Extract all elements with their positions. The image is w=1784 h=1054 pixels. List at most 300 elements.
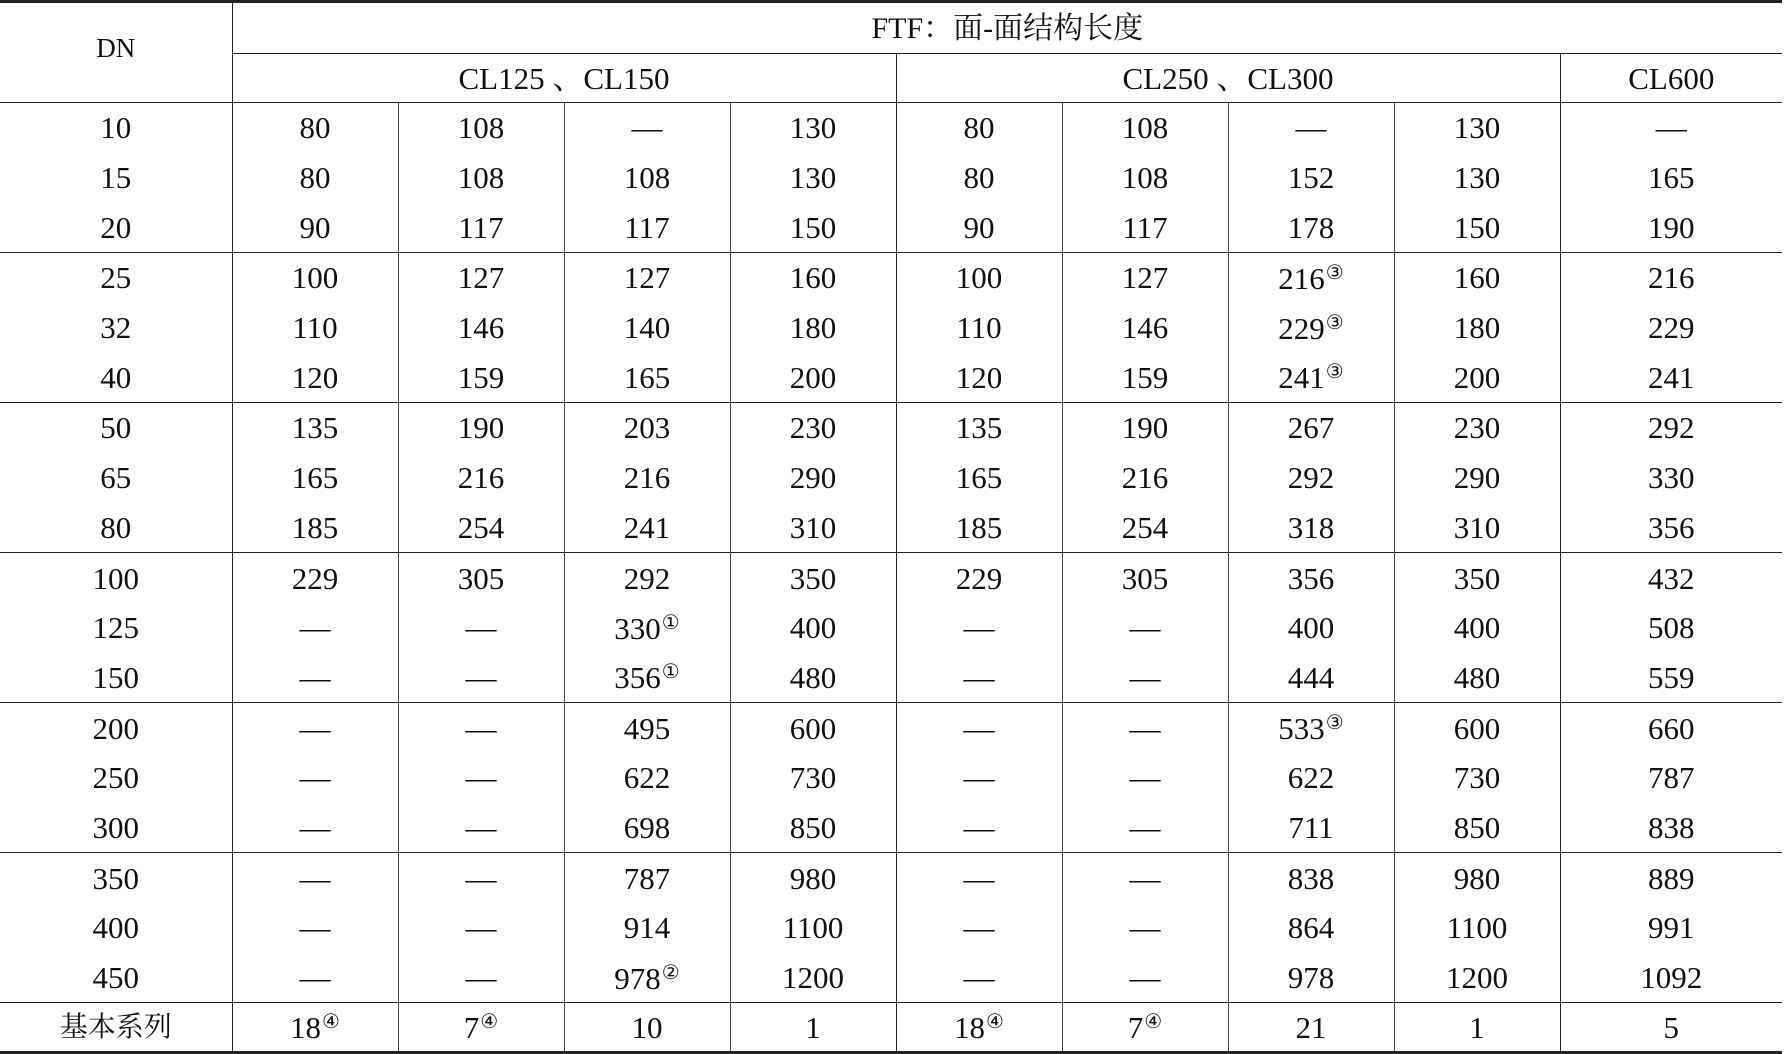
table-cell	[1062, 903, 1228, 953]
cell-value: 216	[457, 460, 505, 496]
cell-value: —	[299, 960, 331, 996]
table-cell	[1394, 703, 1560, 753]
table-row	[0, 153, 1782, 203]
table-cell	[896, 352, 1062, 402]
table-cell	[730, 503, 896, 553]
cell-value: 914	[623, 910, 671, 946]
table-cell	[1228, 553, 1394, 603]
cell-value: 1200	[782, 960, 844, 996]
cell-value: 90	[299, 209, 331, 245]
cell-value: 254	[457, 509, 505, 545]
table-cell	[398, 703, 564, 753]
cell-value: 1	[1469, 1009, 1485, 1045]
cell-value: 10	[631, 1009, 663, 1045]
table-cell	[398, 303, 564, 353]
cell-value: 110	[956, 310, 1002, 346]
table-cell	[896, 953, 1062, 1003]
table-cell	[1394, 403, 1560, 453]
table-cell	[730, 753, 896, 803]
cell-value: 1092	[1640, 960, 1703, 996]
cell-value: —	[299, 910, 331, 946]
table-cell	[398, 103, 564, 153]
cell-value: —	[631, 110, 663, 146]
table-cell	[564, 703, 730, 753]
table-row	[0, 352, 1782, 402]
dn-header-label: DN	[96, 33, 136, 63]
cell-value: —	[465, 610, 497, 646]
table-cell	[730, 303, 896, 353]
table-cell	[1062, 303, 1228, 353]
table-cell	[232, 153, 398, 203]
table-cell	[398, 403, 564, 453]
table-cell	[730, 153, 896, 203]
table-cell	[896, 803, 1062, 853]
cell-value: 241	[1278, 360, 1325, 396]
table-cell	[1228, 853, 1394, 903]
cell-value: 730	[1453, 760, 1501, 796]
table-cell	[1560, 653, 1782, 703]
cell-value: 1100	[782, 910, 844, 946]
cell-value: —	[963, 910, 995, 946]
cell-value: —	[299, 710, 331, 746]
cell-value: 267	[1287, 410, 1335, 446]
table-cell	[1394, 253, 1560, 303]
table-cell	[564, 853, 730, 903]
cell-value: —	[299, 760, 331, 796]
cell-value: 120	[291, 359, 339, 395]
table-cell	[730, 853, 896, 903]
cell-value: 229	[291, 560, 339, 596]
cell-value: 1100	[1446, 910, 1508, 946]
dn-cell: 100	[0, 553, 232, 603]
table-cell	[1062, 653, 1228, 703]
cell-value: 310	[1453, 509, 1501, 545]
table-cell	[1560, 603, 1782, 653]
table-cell	[730, 653, 896, 703]
table-cell	[398, 903, 564, 953]
table-cell	[564, 103, 730, 153]
cell-value: 350	[1453, 560, 1501, 596]
cell-value: 356	[1648, 509, 1695, 545]
cell-value: —	[465, 910, 497, 946]
table-cell	[232, 303, 398, 353]
table-cell	[1394, 653, 1560, 703]
header-row-1	[0, 2, 1782, 54]
cell-value: 787	[1648, 760, 1695, 796]
table-cell	[1062, 953, 1228, 1003]
table-cell	[1394, 202, 1560, 252]
table-cell	[564, 453, 730, 503]
table-cell	[232, 103, 398, 153]
dn-cell: 20	[0, 202, 232, 252]
table-cell	[398, 753, 564, 803]
cell-value: 980	[789, 860, 837, 896]
cell-value: 350	[789, 560, 837, 596]
cell-value: 216	[1278, 260, 1325, 296]
cell-value: 305	[457, 560, 505, 596]
cell-value: 117	[624, 209, 670, 245]
table-cell	[1228, 202, 1394, 252]
table-cell	[232, 603, 398, 653]
table-cell	[564, 753, 730, 803]
table-cell	[232, 453, 398, 503]
cell-value: 165	[291, 460, 339, 496]
cell-value: 18	[954, 1010, 986, 1046]
table-row	[0, 653, 1782, 703]
dn-cell: 400	[0, 903, 232, 953]
table-cell	[398, 803, 564, 853]
table-cell	[232, 352, 398, 402]
table-cell	[730, 903, 896, 953]
cell-value: 216	[1121, 460, 1169, 496]
table-cell	[1394, 553, 1560, 603]
table-cell	[896, 202, 1062, 252]
table-row	[0, 453, 1782, 503]
table-cell	[1394, 603, 1560, 653]
table-cell	[564, 953, 730, 1003]
cell-value: —	[963, 710, 995, 746]
table-cell	[1560, 753, 1782, 803]
table-cell	[1228, 953, 1394, 1003]
table-cell	[1228, 453, 1394, 503]
cell-value: —	[963, 659, 995, 695]
cell-value: 80	[963, 160, 995, 196]
table-cell	[564, 153, 730, 203]
cell-value: 622	[1287, 760, 1335, 796]
cell-value: 7	[1127, 1010, 1144, 1046]
table-cell	[564, 603, 730, 653]
table-cell	[232, 803, 398, 853]
dn-cell: 32	[0, 303, 232, 353]
table-cell	[1228, 153, 1394, 203]
table-body	[0, 103, 1782, 1053]
table-cell	[896, 303, 1062, 353]
dn-cell: 80	[0, 503, 232, 553]
table-cell	[1062, 553, 1228, 603]
cell-value: 203	[623, 410, 671, 446]
table-row	[0, 503, 1782, 553]
cell-value: 165	[1648, 160, 1695, 196]
table-row	[0, 703, 1782, 753]
table-cell	[232, 953, 398, 1003]
table-row	[0, 803, 1782, 853]
table-cell	[232, 403, 398, 453]
table-cell	[1560, 853, 1782, 903]
footnote-marker: ①	[661, 659, 680, 684]
cell-value: 108	[623, 160, 671, 196]
cell-value: 698	[623, 809, 671, 845]
table-cell	[1228, 903, 1394, 953]
class-group-header-cl125-cl150: CL125 、CL150	[232, 54, 896, 103]
cell-value: 864	[1287, 910, 1335, 946]
table-cell	[398, 453, 564, 503]
table-cell	[1062, 202, 1228, 252]
footnote-marker: ③	[1325, 710, 1344, 735]
cell-value: —	[1129, 710, 1161, 746]
cell-value: 150	[789, 209, 837, 245]
table-cell	[1560, 1003, 1782, 1053]
dn-cell: 250	[0, 753, 232, 803]
cell-value: 356	[614, 660, 661, 696]
table-cell	[564, 503, 730, 553]
table-cell	[896, 403, 1062, 453]
table-cell	[1560, 202, 1782, 252]
table-cell	[1228, 653, 1394, 703]
table-cell	[564, 653, 730, 703]
cell-value: 159	[1121, 359, 1169, 395]
cell-value: 991	[1648, 910, 1695, 946]
table-row	[0, 553, 1782, 603]
table-cell	[1062, 153, 1228, 203]
table-cell	[896, 603, 1062, 653]
cell-value: 400	[1287, 610, 1335, 646]
table-row	[0, 103, 1782, 153]
cell-value: 130	[789, 110, 837, 146]
table-cell	[232, 753, 398, 803]
table-cell	[1394, 853, 1560, 903]
cell-value: 108	[1121, 110, 1169, 146]
table-cell	[564, 303, 730, 353]
dn-column-header	[0, 2, 232, 103]
table-cell	[896, 903, 1062, 953]
dn-cell: 10	[0, 103, 232, 153]
cell-value: 160	[789, 260, 837, 296]
table-row	[0, 202, 1782, 252]
cell-value: —	[1129, 960, 1161, 996]
table-row	[0, 903, 1782, 953]
table-cell	[1228, 253, 1394, 303]
cell-value: 216	[623, 460, 671, 496]
table-cell	[1394, 503, 1560, 553]
cell-value: 159	[457, 359, 505, 395]
cell-value: 241	[623, 509, 671, 545]
dn-cell: 350	[0, 853, 232, 903]
cell-value: 120	[955, 359, 1003, 395]
cell-value: 160	[1453, 260, 1501, 296]
table-cell	[1062, 352, 1228, 402]
table-cell	[398, 953, 564, 1003]
cell-value: 889	[1648, 860, 1695, 896]
table-cell	[1062, 603, 1228, 653]
table-row	[0, 953, 1782, 1003]
table-cell	[564, 553, 730, 603]
cell-value: 850	[789, 809, 837, 845]
table-cell	[1560, 453, 1782, 503]
cell-value: 254	[1121, 509, 1169, 545]
cell-value: 165	[955, 460, 1003, 496]
cell-value: 110	[292, 310, 338, 346]
cell-value: 787	[623, 860, 671, 896]
table-cell	[1560, 253, 1782, 303]
cell-value: —	[1655, 110, 1687, 146]
table-cell	[232, 1003, 398, 1053]
table-cell	[730, 953, 896, 1003]
table-cell	[1062, 803, 1228, 853]
cell-value: 318	[1287, 509, 1335, 545]
cell-value: 330	[1648, 460, 1695, 496]
table-header	[0, 2, 1782, 103]
footnote-marker: ②	[661, 959, 680, 984]
cell-value: 127	[623, 260, 671, 296]
table-cell	[232, 853, 398, 903]
table-cell	[232, 202, 398, 252]
cell-value: 130	[1453, 110, 1501, 146]
cell-value: 850	[1453, 809, 1501, 845]
table-cell	[1560, 703, 1782, 753]
footnote-marker: ③	[1325, 259, 1344, 284]
table-cell	[730, 453, 896, 503]
table-cell	[1228, 703, 1394, 753]
cell-value: 135	[291, 410, 339, 446]
class-group-header-cl250-cl300: CL250 、CL300	[896, 54, 1560, 103]
cell-value: —	[465, 809, 497, 845]
cell-value: 7	[463, 1010, 480, 1046]
cell-value: 127	[1121, 260, 1169, 296]
footnote-marker: ③	[1325, 309, 1344, 334]
dn-cell: 125	[0, 603, 232, 653]
table-cell	[1394, 903, 1560, 953]
cell-value: 80	[963, 110, 995, 146]
table-cell	[1394, 953, 1560, 1003]
cell-value: —	[963, 809, 995, 845]
cell-value: 117	[1122, 209, 1168, 245]
dn-cell: 15	[0, 153, 232, 203]
table-cell	[398, 153, 564, 203]
table-cell	[1228, 753, 1394, 803]
ftf-header-label: FTF：面-面结构长度	[871, 12, 1144, 45]
cell-value: 229	[1278, 310, 1325, 346]
footnote-marker: ①	[661, 609, 680, 634]
cell-value: —	[299, 659, 331, 695]
cell-value: —	[1129, 659, 1161, 695]
cell-value: 978	[1287, 960, 1335, 996]
cell-value: 152	[1287, 160, 1335, 196]
table-cell	[730, 253, 896, 303]
table-cell	[896, 453, 1062, 503]
table-cell	[730, 352, 896, 402]
table-cell	[398, 503, 564, 553]
cell-value: 305	[1121, 560, 1169, 596]
table-cell	[896, 653, 1062, 703]
cell-value: 1	[805, 1009, 821, 1045]
cell-value: 180	[789, 310, 837, 346]
table-cell	[564, 202, 730, 252]
table-cell	[398, 352, 564, 402]
cell-value: 660	[1648, 710, 1695, 746]
table-row	[0, 403, 1782, 453]
table-cell	[730, 603, 896, 653]
table-cell	[1062, 253, 1228, 303]
table-row	[0, 603, 1782, 653]
table-cell	[730, 403, 896, 453]
cell-value: 200	[789, 359, 837, 395]
cell-value: —	[465, 710, 497, 746]
table-cell	[232, 503, 398, 553]
table-cell	[232, 553, 398, 603]
table-cell	[1228, 103, 1394, 153]
table-row	[0, 753, 1782, 803]
cell-value: 5	[1663, 1009, 1680, 1045]
table-cell	[896, 853, 1062, 903]
cell-value: 978	[614, 960, 661, 996]
footnote-marker: ④	[1144, 1009, 1163, 1034]
table-cell	[896, 1003, 1062, 1053]
table-cell	[398, 202, 564, 252]
dn-cell: 200	[0, 703, 232, 753]
table-cell	[1560, 403, 1782, 453]
table-cell	[1560, 953, 1782, 1003]
cell-value: —	[963, 610, 995, 646]
cell-value: 200	[1453, 359, 1501, 395]
cell-value: —	[465, 860, 497, 896]
table-cell	[1228, 303, 1394, 353]
table-cell	[1560, 803, 1782, 853]
dn-cell: 40	[0, 352, 232, 402]
table-cell	[730, 553, 896, 603]
cell-value: 330	[614, 610, 661, 646]
cell-value: 165	[623, 359, 671, 395]
cell-value: 444	[1287, 659, 1335, 695]
cell-value: 400	[1453, 610, 1501, 646]
cell-value: 229	[955, 560, 1003, 596]
table-cell	[398, 253, 564, 303]
table-cell	[398, 653, 564, 703]
cell-value: 185	[955, 509, 1003, 545]
cell-value: 292	[1287, 460, 1335, 496]
cell-value: —	[1295, 110, 1327, 146]
table-cell	[896, 753, 1062, 803]
cell-value: —	[963, 860, 995, 896]
table-cell	[1062, 103, 1228, 153]
cell-value: —	[299, 860, 331, 896]
table-cell	[730, 703, 896, 753]
cell-value: 600	[1453, 710, 1501, 746]
dn-cell: 50	[0, 403, 232, 453]
cell-value: 90	[963, 209, 995, 245]
cell-value: 292	[1648, 410, 1695, 446]
cell-value: 190	[457, 410, 505, 446]
cell-value: 980	[1453, 860, 1501, 896]
cell-value: 80	[299, 110, 331, 146]
cell-value: —	[1129, 610, 1161, 646]
cell-value: 100	[291, 260, 339, 296]
table-cell	[896, 703, 1062, 753]
table-cell	[730, 202, 896, 252]
footnote-marker: ④	[986, 1009, 1004, 1034]
cell-value: —	[465, 760, 497, 796]
cell-value: —	[1129, 760, 1161, 796]
basic-series-label: 基本系列	[0, 1003, 232, 1053]
cell-value: 495	[623, 710, 671, 746]
cell-value: 292	[623, 560, 671, 596]
table-cell	[1394, 303, 1560, 353]
cell-value: 108	[457, 160, 505, 196]
table-cell	[1228, 603, 1394, 653]
table-row	[0, 853, 1782, 903]
table-cell	[1228, 403, 1394, 453]
cell-value: 190	[1121, 410, 1169, 446]
table-cell	[232, 703, 398, 753]
cell-value: 1200	[1446, 960, 1508, 996]
cell-value: 127	[457, 260, 505, 296]
class-group-header-cl600: CL600	[1560, 54, 1782, 103]
dn-cell: 150	[0, 653, 232, 703]
cell-value: 290	[789, 460, 837, 496]
table-cell	[730, 1003, 896, 1053]
table-cell	[1394, 103, 1560, 153]
table-row	[0, 253, 1782, 303]
footnote-marker: ④	[322, 1009, 340, 1034]
